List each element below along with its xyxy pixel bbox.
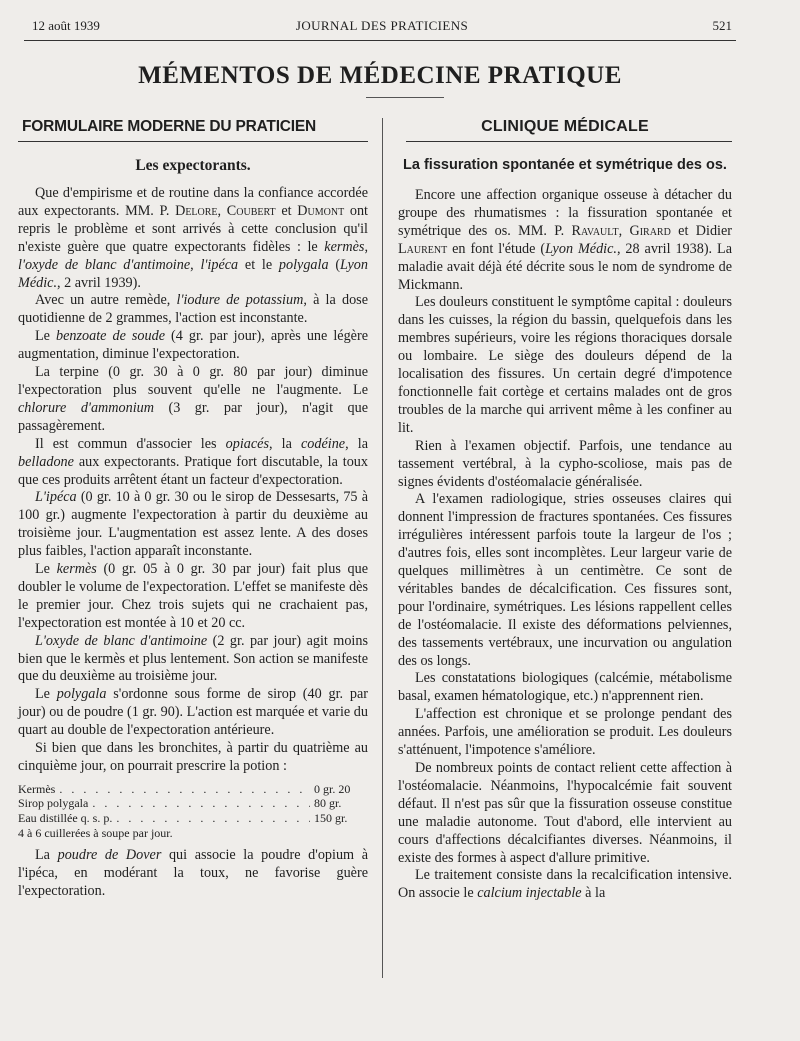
- paragraph: L'ipéca (0 gr. 10 à 0 gr. 30 ou le sirop de Dessesarts, 75 à 100 gr.) augmente l'expectoration à partir du deuxième au troisième jour. L'augmentation est assez lente. A des doses plus faibles, l'action apparaît inconstante.: [18, 489, 368, 560]
- left-rubric: FORMULAIRE MODERNE DU PRATICIEN: [22, 118, 317, 135]
- left-rubric-rule: [18, 141, 368, 142]
- page-number: 521: [712, 18, 732, 33]
- right-column: [398, 118, 732, 903]
- paragraph: Que d'empirisme et de routine dans la confiance accordée aux expectorants. MM. P. Delore, Coubert et Dumont ont repris le problème et sont arrivés à cette conclusion qu'il n'existe guère que quatre expectorants fidèles : le kermès, l'oxyde de blanc d'antimoine, l'ipéca et le polygala (Lyon Médic., 2 avril 1939).: [18, 185, 368, 291]
- right-rubric: CLINIQUE MÉDICALE: [481, 118, 649, 135]
- author-name: Delore: [175, 202, 218, 219]
- paragraph: Si bien que dans les bronchites, à partir du quatrième au cinquième jour, on pourrait prescrire la potion :: [18, 740, 368, 774]
- author-name: Coubert: [226, 202, 276, 219]
- paragraph: Avec un autre remède, l'iodure de potassium, à la dose quotidienne de 2 grammes, l'action est inconstante.: [18, 292, 369, 327]
- right-article-body: [398, 187, 732, 903]
- paragraph: La poudre de Dover qui associe la poudre d'opium à l'ipéca, en modérant la toux, ne favorise guère l'expectoration.: [18, 846, 368, 899]
- paragraph: Encore une affection organique osseuse à détacher du groupe des rhumatismes : la fissuration spontanée et symétrique des os. MM. P. Ravault, Girard et Didier Laurent en font l'étude (Lyon Médic., 28 avril 1938). La maladie avait déjà été décrite sous le nom de syndrome de Mickmann.: [398, 187, 733, 293]
- paragraph: Le traitement consiste dans la recalcification intensive. On associe le calcium injectable à la: [398, 867, 732, 902]
- issue-date: 12 août 1939: [32, 18, 100, 33]
- author-name: Ravault: [571, 222, 619, 239]
- left-column: [18, 118, 368, 901]
- paragraph: La terpine (0 gr. 30 à 0 gr. 80 par jour) diminue l'expectoration plus souvent qu'elle ne l'augmente. Le chlorure d'ammonium (3 gr. par jour), n'agit que passagèrement.: [18, 364, 368, 434]
- header-rule: [24, 40, 736, 41]
- paragraph: Rien à l'examen objectif. Parfois, une tendance au tassement vertébral, à la cypho-scoliose, mais pas de signes évidents d'ostéomalacie généralisée.: [398, 437, 732, 490]
- prescription: [18, 782, 368, 841]
- prescription-line: Eau distillée q. s. p. . . . 150 gr.: [18, 811, 368, 826]
- paragraph: Le benzoate de soude (4 gr. par jour), après une légère augmentation, diminue l'expectoration.: [18, 328, 368, 363]
- paragraph: L'affection est chronique et se prolonge pendant des années. Parfois, une amélioration se produit. Les douleurs s'atténuent, l'impotence s'améliore.: [398, 706, 732, 759]
- column-divider: [382, 118, 383, 978]
- prescription-line: Kermès . . . 0 gr. 20: [18, 782, 368, 797]
- paragraph: A l'examen radiologique, stries osseuses claires qui donnent l'impression de fractures spontanées. Ces fissures irrégulières intéressent parfois toute la largeur de l'os ; d'autres fois, elles sont incomplètes. Leur largeur varie de quelques millimètres à un centimètre. Ce sont de véritables bandes de décalcification. Ces fissures sont, pour l'ordinaire, symétriques. Les lésions rappellent celles de l'ostéomalacie. Il existe des déformations pelviennes, des tassements vertébraux, une incurvation ou angulation des os longs.: [398, 491, 732, 669]
- author-name: Laurent: [398, 240, 448, 257]
- paragraph: Le kermès (0 gr. 05 à 0 gr. 30 par jour) fait plus que doubler le volume de l'expectoration. L'effet se manifeste dès le premier jour. Chez trois sujets qui ne crachaient pas, l'expectoration est montée à 10 et 20 cc.: [18, 561, 368, 631]
- author-name: Girard: [629, 222, 671, 239]
- prescription-dosage: 4 à 6 cuillerées à soupe par jour.: [18, 826, 173, 841]
- title-underline: [366, 97, 444, 98]
- page-title: MÉMENTOS DE MÉDECINE PRATIQUE: [138, 62, 622, 89]
- paragraph: L'oxyde de blanc d'antimoine (2 gr. par jour) agit moins bien que le kermès et plus lentement. Son action se manifeste que du deuxième au troisième jour.: [18, 632, 368, 685]
- right-rubric-rule: [406, 141, 732, 142]
- paragraph: De nombreux points de contact relient cette affection à l'ostéomalacie. Néanmoins, l'hypocalcémie fait souvent défaut. Il n'est pas sûr que la fissuration osseuse constitue une maladie autonome. Tout d'abord, elle intervient au cours d'affections décalcifiantes diverses. Néanmoins, il existe des formes à aspect d'allure primitive.: [398, 760, 732, 866]
- paragraph: Les constatations biologiques (calcémie, métabolisme basal, examen hématologique, etc.) n'apprennent rien.: [398, 670, 732, 705]
- left-article-title: Les expectorants.: [135, 157, 251, 174]
- journal-name: JOURNAL DES PRATICIENS: [295, 18, 469, 33]
- running-header: [32, 18, 732, 38]
- paragraph: Les douleurs constituent le symptôme capital : douleurs dans les cuisses, la région du bassin, quelquefois dans les membres supérieurs, voire les régions thoraciques dorsale ou lombaire. Le siège des douleurs dépend de la localisation des fissures. Un certain degré d'impotence fonctionnelle fait cortège et certains malades ont de gros troubles de la marche qui arrivent même à les confiner au lit.: [398, 294, 732, 436]
- left-article-body: [18, 185, 368, 901]
- paragraph: Il est commun d'associer les opiacés, la codéine, la belladone aux expectorants. Pratique fort discutable, la toux que ces produits arrêtent étant un facteur d'expectoration.: [18, 435, 368, 488]
- paragraph: Le polygala s'ordonne sous forme de sirop (40 gr. par jour) ou de poudre (1 gr. 90). L'action est marquée et varie du quart au double de l'expectoration antérieure.: [18, 686, 368, 739]
- author-name: Dumont: [297, 202, 345, 219]
- prescription-line: Sirop polygala . . . 80 gr.: [18, 796, 368, 811]
- right-article-title: La fissuration spontanée et symétrique des os.: [403, 157, 727, 173]
